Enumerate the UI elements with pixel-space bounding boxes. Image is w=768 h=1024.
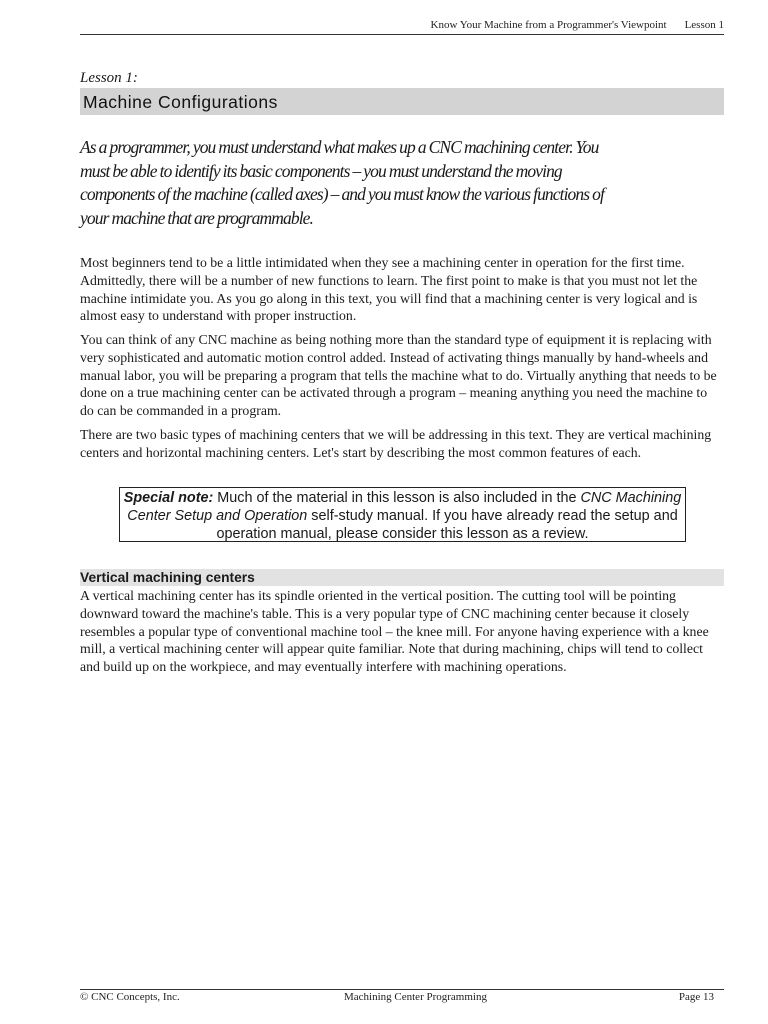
special-note-text-after: self-study manual. If you have already read the setup and operation manual, please consider this lesson as a review. bbox=[216, 508, 678, 542]
footer-page-number: Page 13 bbox=[678, 991, 714, 1003]
footer-copyright: © CNC Concepts, Inc. bbox=[80, 991, 180, 1003]
lesson-label: Lesson 1: bbox=[80, 70, 138, 86]
special-note-lead: Special note: bbox=[123, 490, 214, 506]
footer-book-title: Machining Center Programming bbox=[344, 991, 487, 1003]
section-paragraph bbox=[80, 587, 724, 676]
header-book-title: Know Your Machine from a Programmer's Viewpoint bbox=[430, 19, 667, 31]
section-heading-bar bbox=[80, 569, 724, 586]
section-heading: Vertical machining centers bbox=[80, 570, 255, 585]
body-paragraph-3 bbox=[80, 426, 724, 462]
body-paragraph-2 bbox=[80, 331, 724, 420]
special-note-text-before: Much of the material in this lesson is also included in the bbox=[213, 490, 581, 506]
header-lesson-ref: Lesson 1 bbox=[684, 19, 724, 31]
intro-paragraph: As a programmer, you must understand what makes up a CNC machining center. You must be able to identify its basic components – you must understand the moving components of the machine (called axes) – and you must know the various functions of your machine that are programmable. bbox=[80, 137, 604, 228]
paragraph-text: There are two basic types of machining centers that we will be addressing in this text. They are vertical machining centers and horizontal machining centers. Let's start by describing the most common features of each. bbox=[80, 427, 712, 460]
special-note-manual-title: CNC Machining Center Setup and Operation bbox=[127, 490, 682, 524]
paragraph-text: Most beginners tend to be a little intimidated when they see a machining center in operation for the first time. Admittedly, there will be a number of new functions to learn. The first point to make is that you must not let the machine intimidate you. As you go along in this text, you will find that a machining center is very logical and is almost easy to understand with proper instruction. bbox=[80, 255, 698, 324]
body-paragraph-1 bbox=[80, 254, 724, 325]
lesson-title: Machine Configurations bbox=[83, 92, 278, 112]
lesson-title-bar bbox=[80, 88, 724, 115]
paragraph-text: A vertical machining center has its spindle oriented in the vertical position. The cutting tool will be pointing downward toward the machine's table. This is a very popular type of CNC machining center because it closely resembles a popular type of conventional machine tool – the knee mill. For anyone having experience with a knee mill, a vertical machining center will appear quite familiar. Note that during machining, chips will tend to collect and build up on the workpiece, and may eventually interfere with machining operations. bbox=[80, 588, 709, 675]
page-footer bbox=[80, 989, 724, 1004]
page-header bbox=[80, 17, 724, 35]
special-note-box bbox=[119, 487, 686, 542]
paragraph-text: You can think of any CNC machine as being nothing more than the standard type of equipment it is replacing with very sophisticated and automatic motion control added. Instead of activating things manually by hand-wheels and manual labor, you will be preparing a program that tells the machine what to do. Virtually anything that needs to be done on a true machining center can be activated through a program – meaning anything you need the machine to do can be commanded in a program. bbox=[80, 332, 717, 419]
